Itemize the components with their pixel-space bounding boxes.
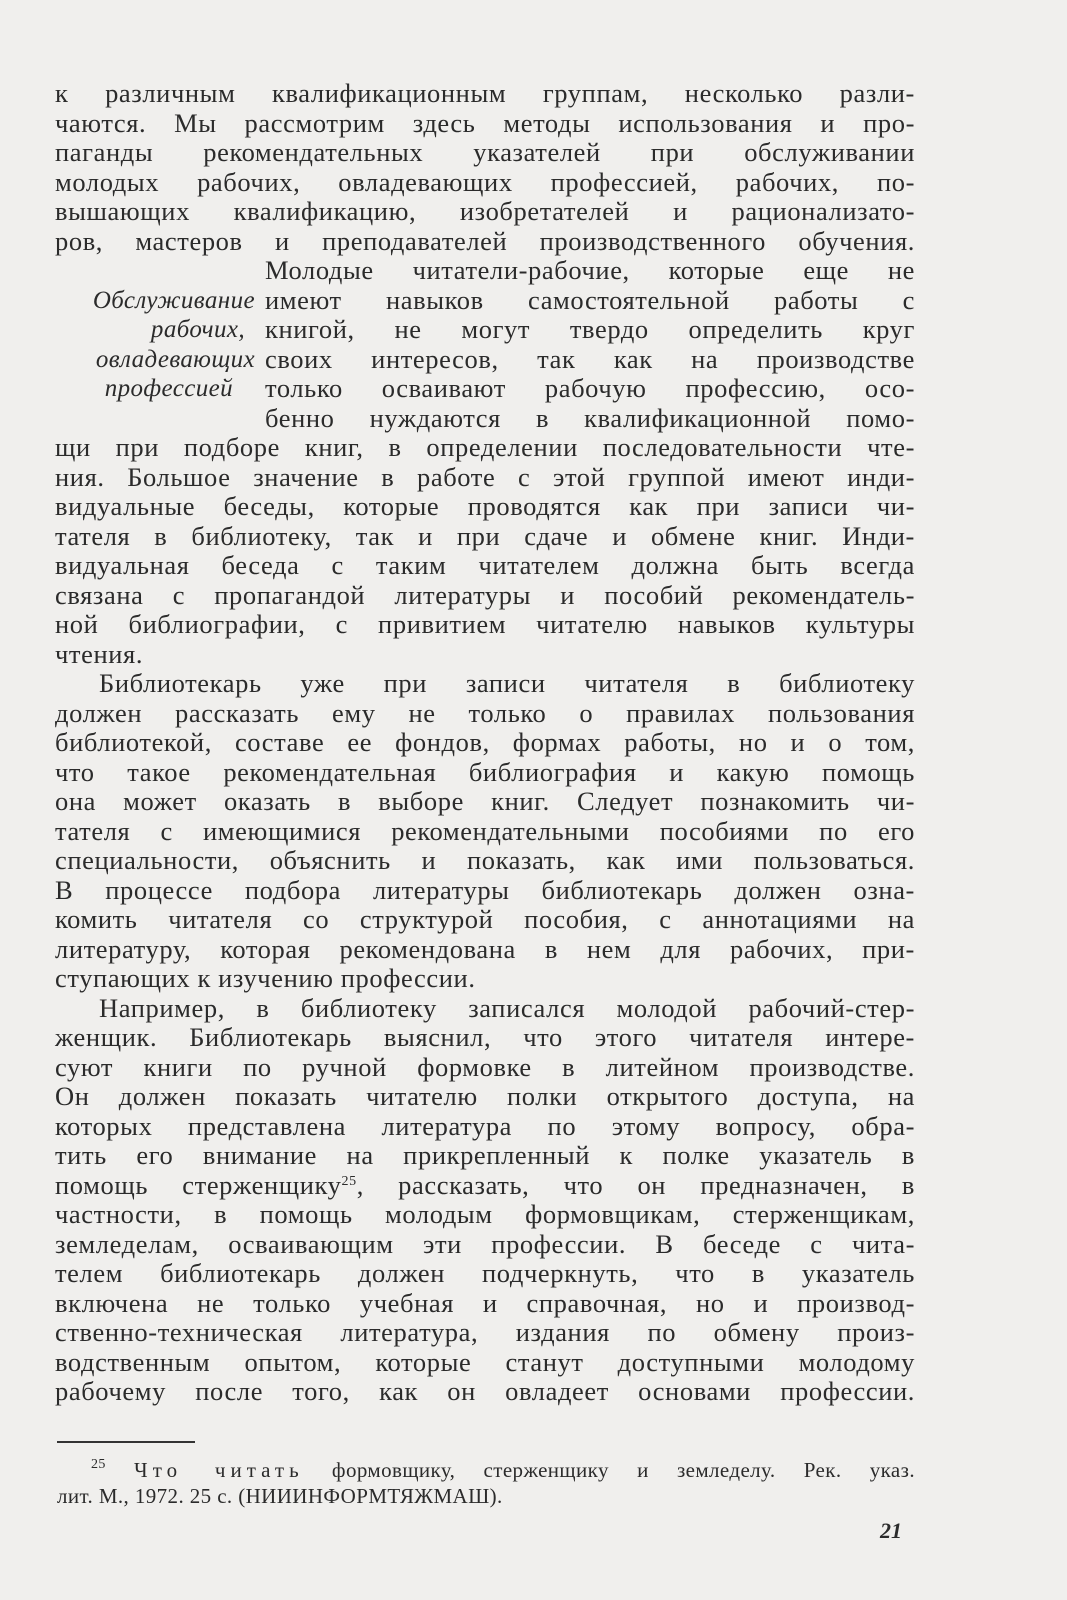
footnote-line: лит. М., 1972. 25 с. (НИИИНФОРМТЯЖМАШ). — [57, 1484, 503, 1508]
margin-heading-line: Обслуживание — [92, 286, 255, 314]
paragraph-continuation — [55, 433, 915, 1407]
text-line: к различным квалификационным группам, несколько разли- — [55, 78, 915, 108]
text-line: специальности, объяснить и показать, как ими пользоваться. — [55, 845, 915, 875]
text-line: видуальные беседы, которые проводятся как при записи чи- — [55, 491, 915, 521]
footnote — [57, 1457, 915, 1509]
margin-heading-line: овладевающих — [95, 345, 255, 373]
footnote-title: Что читать — [134, 1458, 304, 1482]
text-line: имеют навыков самостоятельной работы с — [265, 284, 915, 315]
text-line: рабочему после того, как он овладеет основами профессии. — [55, 1376, 915, 1406]
text-line: бенно нуждаются в квалификационной помо- — [265, 402, 915, 433]
text-line: только осваивают рабочую профессию, осо- — [265, 373, 915, 403]
text-line: Молодые читатели-рабочие, которые еще не — [265, 255, 915, 285]
text-line: телем библиотекарь должен подчеркнуть, что в указатель — [55, 1258, 915, 1288]
text-line: включена не только учебная и справочная, но и производ- — [55, 1287, 915, 1318]
text-line: вышающих квалификацию, изобретателей и рационализато- — [55, 196, 915, 226]
section-with-margin-heading — [55, 256, 915, 433]
text-line: библиотекой, составе ее фондов, формах работы, но и о том, — [55, 727, 915, 757]
text-line: ной библиографии, с привитием читателю навыков культуры — [55, 609, 915, 639]
text-line: видуальная беседа с таким читателем должна быть всегда — [55, 550, 915, 580]
margin-heading-line: профессией — [104, 375, 233, 402]
text-line: ров, мастеров и преподавателей производственного обучения. — [55, 225, 915, 256]
text-line: щи при подборе книг, в определении последовательности чте- — [55, 432, 915, 462]
text-line: Он должен показать читателю полки открытого доступа, на — [55, 1081, 915, 1111]
text-line: суют книги по ручной формовке в литейном производстве. — [55, 1051, 915, 1082]
text-line-with-footnote-ref — [55, 1171, 915, 1201]
text-fragment: помощь стерженщику — [55, 1169, 342, 1200]
text-line: что такое рекомендательная библиография и какую помощь — [55, 756, 915, 787]
footnote-reference[interactable]: 25 — [341, 1173, 357, 1189]
footnote-divider — [57, 1441, 195, 1443]
text-line: ственно-техническая литература, издания по обмену произ- — [55, 1317, 915, 1347]
text-line: В процессе подбора литературы библиотекарь должен озна- — [55, 874, 915, 905]
text-line: Библиотекарь уже при записи читателя в библиотеку — [99, 668, 915, 698]
page-number: 21 — [880, 1518, 902, 1543]
text-line: связана с пропагандой литературы и пособий рекомендатель- — [55, 579, 915, 610]
text-line: ния. Большое значение в работе с этой группой имеют инди- — [55, 461, 915, 492]
text-line: тателя в библиотеку, так и при сдаче и обмене книг. Инди- — [55, 520, 915, 551]
margin-heading-line: рабочих, — [150, 316, 245, 343]
footnote-text: формовщику, стерженщику и земледелу. Рек. указ. — [303, 1458, 915, 1482]
text-line: Например, в библиотеку записался молодой рабочий-стер- — [99, 992, 915, 1023]
text-line: своих интересов, так как на производстве — [265, 343, 915, 374]
text-line: которых представлена литература по этому вопросу, обра- — [55, 1110, 915, 1141]
text-line: чтения. — [55, 638, 144, 669]
text-line: тателя с имеющимися рекомендательными пособиями по его — [55, 815, 915, 846]
text-line: частности, в помощь молодым формовщикам, стерженщикам, — [55, 1199, 915, 1229]
text-line: женщик. Библиотекарь выяснил, что этого читателя интере- — [55, 1022, 915, 1052]
text-line: чаются. Мы рассмотрим здесь методы использования и про- — [55, 107, 915, 138]
text-line: тить его внимание на прикрепленный к полке указатель в — [55, 1140, 915, 1170]
text-line: водственным опытом, которые станут доступными молодому — [55, 1346, 915, 1377]
text-line: комить читателя со структурой пособия, с аннотациями на — [55, 904, 915, 934]
paragraph-intro — [55, 79, 915, 256]
text-line: ступающих к изучению профессии. — [55, 963, 476, 993]
text-fragment: , рассказать, что он предназначен, в — [356, 1169, 915, 1200]
text-line: книгой, не могут твердо определить круг — [265, 314, 915, 344]
footnote-line — [57, 1457, 915, 1483]
text-line: молодых рабочих, овладевающих профессией, рабочих, по- — [55, 166, 915, 197]
text-line: литературу, которая рекомендована в нем для рабочих, при- — [55, 933, 915, 964]
text-line: земледелам, осваивающим эти профессии. В беседе с чита- — [55, 1228, 915, 1259]
footnote-mark: 25 — [91, 1457, 106, 1472]
text-line: паганды рекомендательных указателей при обслуживании — [55, 137, 915, 167]
text-line: должен рассказать ему не только о правилах пользования — [55, 697, 915, 728]
text-line: она может оказать в выборе книг. Следует познакомить чи- — [55, 786, 915, 816]
